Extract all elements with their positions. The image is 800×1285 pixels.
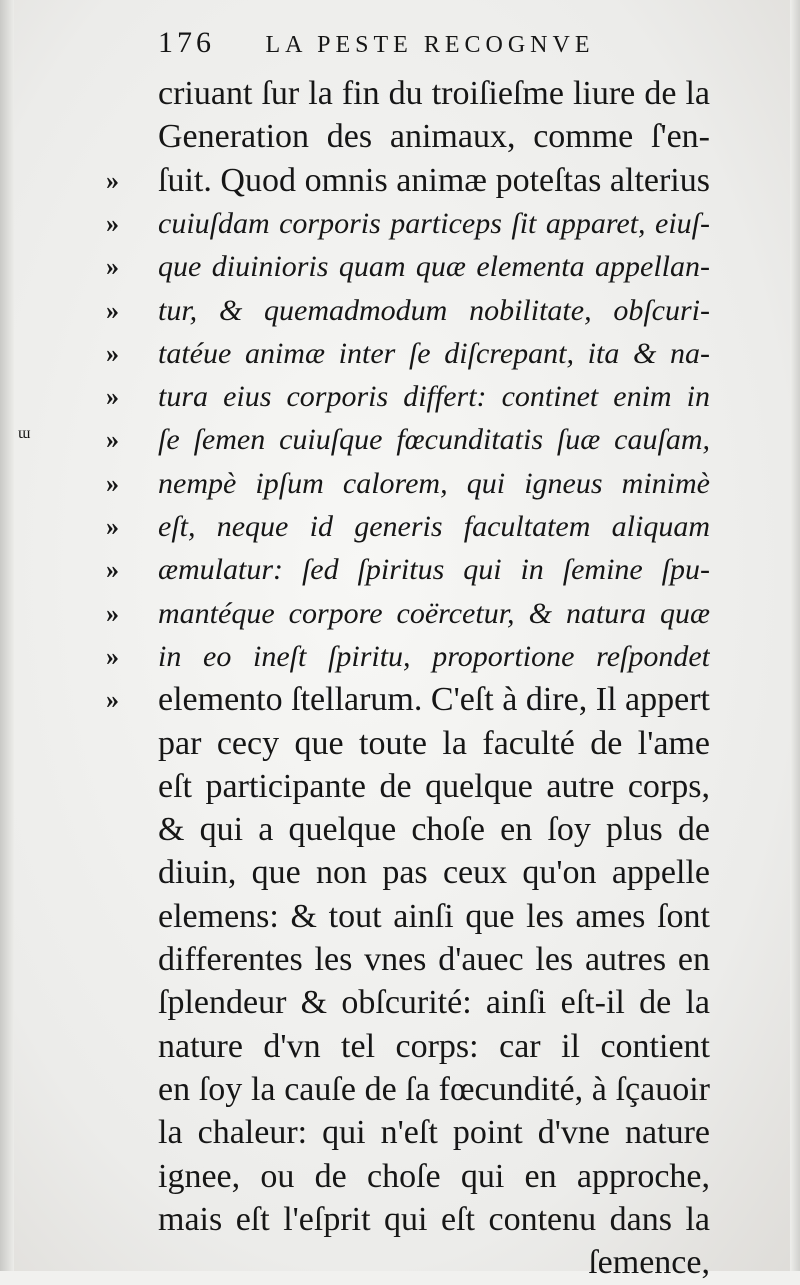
text-line: que diuinioris quam quæ elementa appellan-	[158, 250, 710, 283]
quote-marker: »	[106, 252, 119, 281]
text-line: criuant ſur la fin du troiſieſme liure de la	[158, 75, 710, 112]
text-line: ignee, ou de choſe qui en approche,	[158, 1158, 710, 1195]
quote-marker: »	[106, 469, 119, 498]
quote-marker: »	[106, 555, 119, 584]
quote-marker: »	[106, 339, 119, 368]
page-header	[158, 20, 758, 66]
quote-marker: »	[106, 166, 119, 195]
text-line: elemento ſtellarum. C'eſt à dire, Il appert	[158, 681, 710, 718]
quote-marker: »	[106, 425, 119, 454]
text-line: Generation des animaux, comme ſ'en-	[158, 118, 710, 155]
quote-marker: »	[106, 685, 119, 714]
text-line: nempè ipſum calorem, qui igneus minimè	[158, 467, 710, 500]
quote-marker: »	[106, 209, 119, 238]
text-line: tur, & quemadmodum nobilitate, obſcuri-	[158, 294, 710, 327]
text-line: par cecy que toute la faculté de l'ame	[158, 725, 710, 762]
text-line: ſemence,	[588, 1244, 710, 1281]
text-line: elemens: & tout ainſi que les ames ſont	[158, 898, 710, 935]
text-line: nature d'vn tel corps: car il contient	[158, 1028, 710, 1065]
text-line: eſt participante de quelque autre corps,	[158, 768, 710, 805]
quote-marker: »	[106, 382, 119, 411]
text-line: tatéue animæ inter ſe diſcrepant, ita & na-	[158, 337, 710, 370]
text-line: cuiuſdam corporis particeps ſit apparet, eiuſ-	[158, 207, 710, 240]
page-number: 176	[158, 26, 215, 59]
text-line: ſuit. Quod omnis animæ poteſtas alterius	[158, 162, 710, 199]
text-line: ſplendeur & obſcurité: ainſi eſt-il de la	[158, 984, 710, 1021]
text-line: mantéque corpore coërcetur, & natura quæ	[158, 597, 710, 630]
text-line: en ſoy la cauſe de ſa fœcundité, à ſçauoir	[158, 1071, 710, 1108]
page-left-edge	[0, 0, 14, 1271]
text-line: eſt, neque id generis facultatem aliquam	[158, 510, 710, 543]
text-line: differentes les vnes d'auec les autres en	[158, 941, 710, 978]
text-line: & qui a quelque choſe en ſoy plus de	[158, 811, 710, 848]
text-line: tura eius corporis differt: continet enim in	[158, 380, 710, 413]
quote-marker: »	[106, 642, 119, 671]
text-line: diuin, que non pas ceux qu'on appelle	[158, 854, 710, 891]
text-line: mais eſt l'eſprit qui eſt contenu dans la	[158, 1201, 710, 1238]
text-line: la chaleur: qui n'eſt point d'vne nature	[158, 1114, 710, 1151]
quote-marker: »	[106, 599, 119, 628]
page-right-edge	[790, 0, 800, 1271]
running-title: LA PESTE RECOGNVE	[265, 32, 595, 58]
margin-mark: ɯ	[18, 425, 31, 442]
quote-marker: »	[106, 512, 119, 541]
text-line: in eo ineſt ſpiritu, proportione reſpondet	[158, 640, 710, 673]
text-line: æmulatur: ſed ſpiritus qui in ſemine ſpu-	[158, 553, 710, 586]
text-line: ſe ſemen cuiuſque fœcunditatis ſuæ cauſam,	[158, 423, 710, 456]
quote-marker: »	[106, 296, 119, 325]
